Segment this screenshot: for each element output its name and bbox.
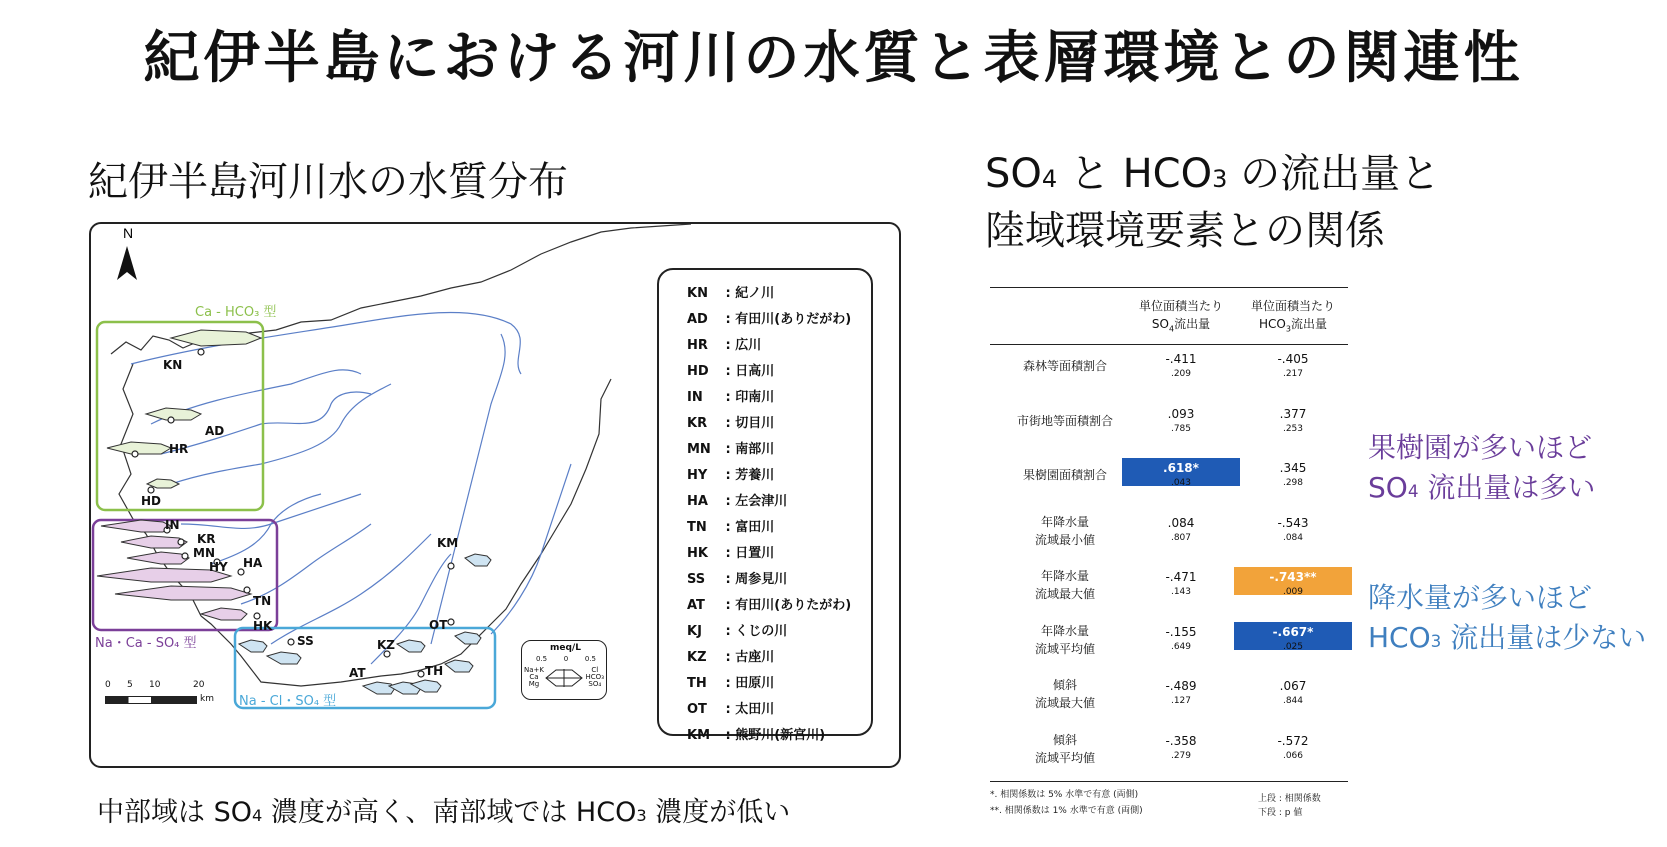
correlation-value: .084 — [1167, 515, 1195, 530]
table-cell — [1126, 678, 1236, 708]
legend-separator: : — [721, 520, 736, 535]
right-heading-text: SO — [985, 151, 1042, 197]
table-cell — [1238, 678, 1348, 708]
right-heading-line2: 陸域環境要素との関係 — [985, 208, 1385, 254]
stiff-diagram-key — [521, 640, 607, 700]
stiff-key-tick: 0.5 — [536, 655, 548, 663]
legend-name: 芳養川 — [735, 468, 775, 483]
legend-name: 日高川 — [735, 364, 775, 379]
stiff-key-unit: meq/L — [550, 643, 581, 653]
legend-separator: : — [721, 702, 736, 717]
table-cell — [1238, 406, 1348, 436]
stiff-key-label: Mg — [528, 680, 540, 688]
row-label-line: 傾斜 — [1052, 732, 1077, 747]
row-label-line: 果樹園面積割合 — [1022, 468, 1107, 482]
row-label — [990, 731, 1140, 767]
legend-name: 富田川 — [735, 520, 775, 535]
site-label: HD — [141, 494, 162, 508]
site-label: HY — [209, 560, 228, 574]
legend-name: 印南川 — [735, 390, 775, 405]
legend-code: SS — [687, 572, 706, 587]
map-caption — [97, 790, 790, 829]
row-label-line: 流域平均値 — [1034, 750, 1095, 765]
table-top-rule — [990, 287, 1348, 288]
legend-separator: : — [721, 598, 736, 613]
legend-name: 有田川(ありたがわ) — [735, 598, 852, 613]
correlation-value: -.743** — [1269, 570, 1317, 584]
annotation-text — [1368, 468, 1595, 511]
row-label-line: 流域平均値 — [1034, 641, 1095, 656]
stiff-key-label: Na+K — [524, 666, 544, 674]
annotation-text: HCO — [1368, 621, 1431, 654]
correlation-value: -.572 — [1277, 733, 1309, 748]
site-label: OT — [429, 618, 448, 632]
legend-name: 広川 — [735, 338, 762, 353]
column-header-text: SO — [1151, 317, 1169, 331]
table-header-rule — [990, 344, 1348, 345]
legend-code: HY — [687, 468, 708, 483]
correlation-value: -.405 — [1277, 352, 1309, 366]
site-label: KM — [437, 536, 459, 550]
legend-item — [687, 464, 871, 490]
legend-code: MN — [687, 442, 711, 457]
group-label-ca-hco3: Ca - HCO₃ 型 — [195, 305, 277, 320]
site-label: TH — [425, 664, 444, 678]
row-label — [990, 513, 1140, 549]
table-cell — [1238, 733, 1348, 763]
legend-item — [687, 672, 871, 698]
legend-item — [687, 438, 871, 464]
legend-separator: : — [721, 624, 736, 639]
legend-code: TH — [687, 676, 707, 691]
legend-name: 熊野川(新宮川) — [735, 728, 826, 743]
p-value: .043 — [1170, 478, 1192, 488]
row-label — [990, 466, 1140, 484]
correlation-value: -.543 — [1277, 515, 1309, 530]
table-cell — [1238, 351, 1348, 381]
legend-item — [687, 334, 871, 360]
row-label — [990, 676, 1140, 712]
legend-separator: : — [721, 728, 736, 743]
site-label: HR — [169, 442, 189, 456]
correlation-value: .067 — [1279, 679, 1307, 693]
annotation-text: 果樹園が多いほど — [1368, 431, 1593, 464]
p-value: .807 — [1170, 532, 1192, 543]
coastline — [111, 224, 691, 686]
legend-separator: : — [721, 546, 736, 561]
annotation-precipitation — [1368, 578, 1646, 661]
caption-text: 中部域は SO — [97, 797, 252, 828]
legend-name: くじの川 — [735, 624, 788, 639]
row-label — [990, 357, 1140, 375]
table-bottom-rule — [990, 781, 1348, 782]
column-header-text — [1238, 315, 1348, 338]
site-label: KZ — [377, 638, 395, 652]
stiff-key-tick: 0.5 — [584, 655, 596, 663]
column-header-sub: 3 — [1285, 324, 1291, 334]
column-header-hco3 — [1238, 297, 1348, 338]
site-label: AT — [349, 666, 366, 680]
legend-item — [687, 516, 871, 542]
table-cell — [1126, 515, 1236, 545]
row-label — [990, 622, 1140, 658]
p-value: .279 — [1170, 750, 1192, 761]
p-value: .785 — [1170, 423, 1192, 434]
legend-item — [687, 490, 871, 516]
row-label-line: 年降水量 — [1040, 623, 1089, 638]
legend-name: 左会津川 — [735, 494, 788, 509]
legend-name: 周参見川 — [735, 572, 788, 587]
p-value: .649 — [1170, 641, 1192, 652]
table-note: 下段 : p 値 — [1258, 808, 1303, 818]
legend-item — [687, 412, 871, 438]
legend-name: 日置川 — [735, 546, 775, 561]
table-cell — [1126, 624, 1236, 654]
legend-item — [687, 308, 871, 334]
right-heading — [985, 148, 1440, 257]
row-label-line: 年降水量 — [1040, 514, 1089, 529]
legend-item — [687, 594, 871, 620]
legend-item — [687, 724, 871, 750]
column-header-text: 流出量 — [1174, 317, 1211, 331]
table-cell — [1238, 515, 1348, 545]
legend-separator: : — [721, 416, 736, 431]
correlation-value: .093 — [1167, 406, 1195, 421]
scale-tick: 10 — [149, 680, 161, 690]
p-value: .127 — [1170, 696, 1192, 706]
rivers — [131, 312, 571, 664]
correlation-value: -.667* — [1272, 624, 1314, 639]
scale-bar — [105, 680, 215, 704]
p-value: .143 — [1170, 587, 1192, 597]
stiff-key-label: SO₄ — [588, 680, 602, 688]
p-value: .298 — [1282, 478, 1304, 488]
table-cell — [1238, 624, 1348, 654]
p-value: .066 — [1282, 750, 1304, 761]
legend-separator: : — [721, 364, 736, 379]
column-header-text: 単位面積当たり — [1250, 299, 1335, 313]
site-label: MN — [193, 546, 215, 560]
legend-separator: : — [721, 390, 736, 405]
legend-name: 紀ノ川 — [735, 286, 775, 301]
legend-name: 切目川 — [735, 416, 775, 431]
site-label: SS — [297, 634, 314, 648]
caption-sub: 4 — [251, 806, 263, 825]
legend-name: 有田川(ありだがわ) — [735, 312, 852, 327]
legend-code: OT — [687, 702, 707, 717]
correlation-value: .345 — [1279, 461, 1307, 475]
legend-item — [687, 542, 871, 568]
p-value: .084 — [1282, 532, 1304, 543]
river-legend — [657, 268, 873, 743]
legend-name: 南部川 — [735, 442, 775, 457]
scale-unit: km — [200, 694, 214, 704]
row-label — [990, 567, 1140, 603]
legend-code: KJ — [687, 624, 702, 639]
legend-item — [687, 646, 871, 672]
column-header-text: HCO — [1259, 317, 1286, 331]
table-note: 上段 : 相関係数 — [1258, 794, 1321, 804]
caption-text: 濃度が低い — [646, 797, 791, 828]
table-cell — [1126, 460, 1236, 490]
site-label: HK — [253, 619, 273, 633]
north-arrow-icon — [117, 246, 137, 280]
annotation-text — [1368, 618, 1646, 661]
legend-item — [687, 620, 871, 646]
row-label-line: 流域最大値 — [1034, 587, 1095, 601]
group-label-na-ca-so4: Na・Ca - SO₄ 型 — [95, 636, 197, 651]
legend-item — [687, 698, 871, 724]
north-label: N — [123, 225, 134, 241]
row-label-line: 市街地等面積割合 — [1016, 413, 1113, 428]
legend-separator: : — [721, 286, 736, 301]
p-value: .009 — [1282, 587, 1304, 597]
legend-code: KZ — [687, 650, 707, 665]
correlation-value: -.411 — [1165, 352, 1197, 366]
annotation-text: 降水量が多いほど — [1368, 581, 1593, 614]
legend-code: TN — [687, 520, 707, 535]
table-cell — [1126, 406, 1236, 436]
row-label — [990, 412, 1140, 430]
legend-separator: : — [721, 312, 736, 327]
legend-name: 田原川 — [735, 676, 775, 691]
table-cell — [1126, 351, 1236, 381]
right-heading-line1 — [985, 148, 1440, 205]
legend-separator: : — [721, 338, 736, 353]
legend-item — [687, 568, 871, 594]
table-cell — [1238, 569, 1348, 599]
legend-code: HD — [687, 364, 709, 379]
legend-code: HK — [687, 546, 708, 561]
legend-separator: : — [721, 676, 736, 691]
site-label: KR — [197, 532, 216, 546]
annotation-sub: 4 — [1407, 481, 1419, 501]
column-header-text: 単位面積当たり — [1138, 299, 1223, 313]
row-label-line: 流域最小値 — [1034, 532, 1095, 547]
p-value: .209 — [1170, 369, 1192, 379]
caption-sub: 3 — [636, 806, 647, 825]
legend-separator: : — [721, 650, 736, 665]
map-panel — [89, 222, 901, 768]
right-heading-text: の流出量と — [1227, 151, 1441, 197]
stiff-key-shape — [544, 667, 584, 689]
legend-item — [687, 360, 871, 386]
annotation-orchard — [1368, 428, 1595, 511]
column-header-so4 — [1126, 297, 1236, 338]
scale-tick: 20 — [193, 680, 205, 690]
legend-code: KM — [687, 728, 711, 743]
legend-code: KN — [687, 286, 708, 301]
right-heading-sub: 3 — [1212, 165, 1228, 193]
correlation-value: -.489 — [1165, 679, 1197, 693]
legend-code: IN — [687, 390, 703, 405]
row-label-line: 流域最大値 — [1034, 696, 1095, 710]
right-heading-sub: 4 — [1041, 165, 1058, 193]
correlation-value: -.358 — [1165, 733, 1197, 748]
legend-separator: : — [721, 468, 736, 483]
table-cell — [1126, 733, 1236, 763]
group-label-na-cl-so4: Na - Cl・SO₄ 型 — [239, 694, 337, 709]
row-label-line: 森林等面積割合 — [1022, 359, 1107, 373]
scale-tick: 5 — [127, 680, 133, 690]
site-label: AD — [205, 424, 225, 438]
legend-code: AD — [687, 312, 708, 327]
row-label-line: 傾斜 — [1052, 678, 1077, 692]
p-value: .217 — [1282, 369, 1304, 379]
p-value: .025 — [1282, 641, 1304, 652]
legend-code: KR — [687, 416, 708, 431]
legend-separator: : — [721, 442, 736, 457]
correlation-value: .618* — [1163, 461, 1199, 475]
site-label: KN — [163, 358, 183, 372]
stiff-key-label: Ca — [529, 673, 539, 681]
table-note: *. 相関係数は 5% 水準で有意 (両側) — [990, 790, 1139, 800]
correlation-value: .377 — [1279, 406, 1307, 421]
correlation-value: -.471 — [1165, 570, 1197, 584]
annotation-text: SO — [1368, 471, 1408, 504]
correlation-value: -.155 — [1165, 624, 1197, 639]
annotation-sub: 3 — [1430, 631, 1442, 651]
site-label: IN — [165, 518, 180, 532]
table-note: **. 相関係数は 1% 水準で有意 (両側) — [990, 806, 1143, 816]
legend-name: 古座川 — [735, 650, 775, 665]
stiff-key-label: Cl — [591, 666, 599, 674]
table-cell — [1238, 460, 1348, 490]
annotation-text: 流出量は少ない — [1441, 621, 1647, 654]
legend-item — [687, 282, 871, 308]
legend-code: HR — [687, 338, 708, 353]
site-label: TN — [253, 594, 272, 608]
annotation-text: 流出量は多い — [1418, 471, 1596, 504]
p-value: .253 — [1282, 423, 1304, 434]
right-heading-text: と HCO — [1057, 151, 1213, 197]
legend-separator: : — [721, 494, 736, 509]
legend-name: 太田川 — [735, 702, 775, 717]
left-heading: 紀伊半島河川水の水質分布 — [88, 159, 568, 205]
scale-tick: 0 — [105, 680, 111, 690]
p-value: .844 — [1282, 696, 1304, 706]
page-title: 紀伊半島における河川の水質と表層環境との関連性 — [143, 26, 1524, 91]
legend-separator: : — [721, 572, 736, 587]
legend-code: HA — [687, 494, 708, 509]
site-label: HA — [243, 556, 263, 570]
row-label-line: 年降水量 — [1040, 569, 1089, 583]
column-header-text: 流出量 — [1290, 317, 1327, 331]
column-header-text — [1126, 315, 1236, 338]
stiff-key-label: HCO₃ — [585, 673, 604, 681]
legend-code: AT — [687, 598, 705, 613]
table-cell — [1126, 569, 1236, 599]
column-header-sub: 4 — [1168, 324, 1175, 334]
caption-text: 濃度が高く、南部域では HCO — [262, 797, 637, 828]
stiff-key-tick: 0 — [563, 655, 569, 663]
legend-item — [687, 386, 871, 412]
